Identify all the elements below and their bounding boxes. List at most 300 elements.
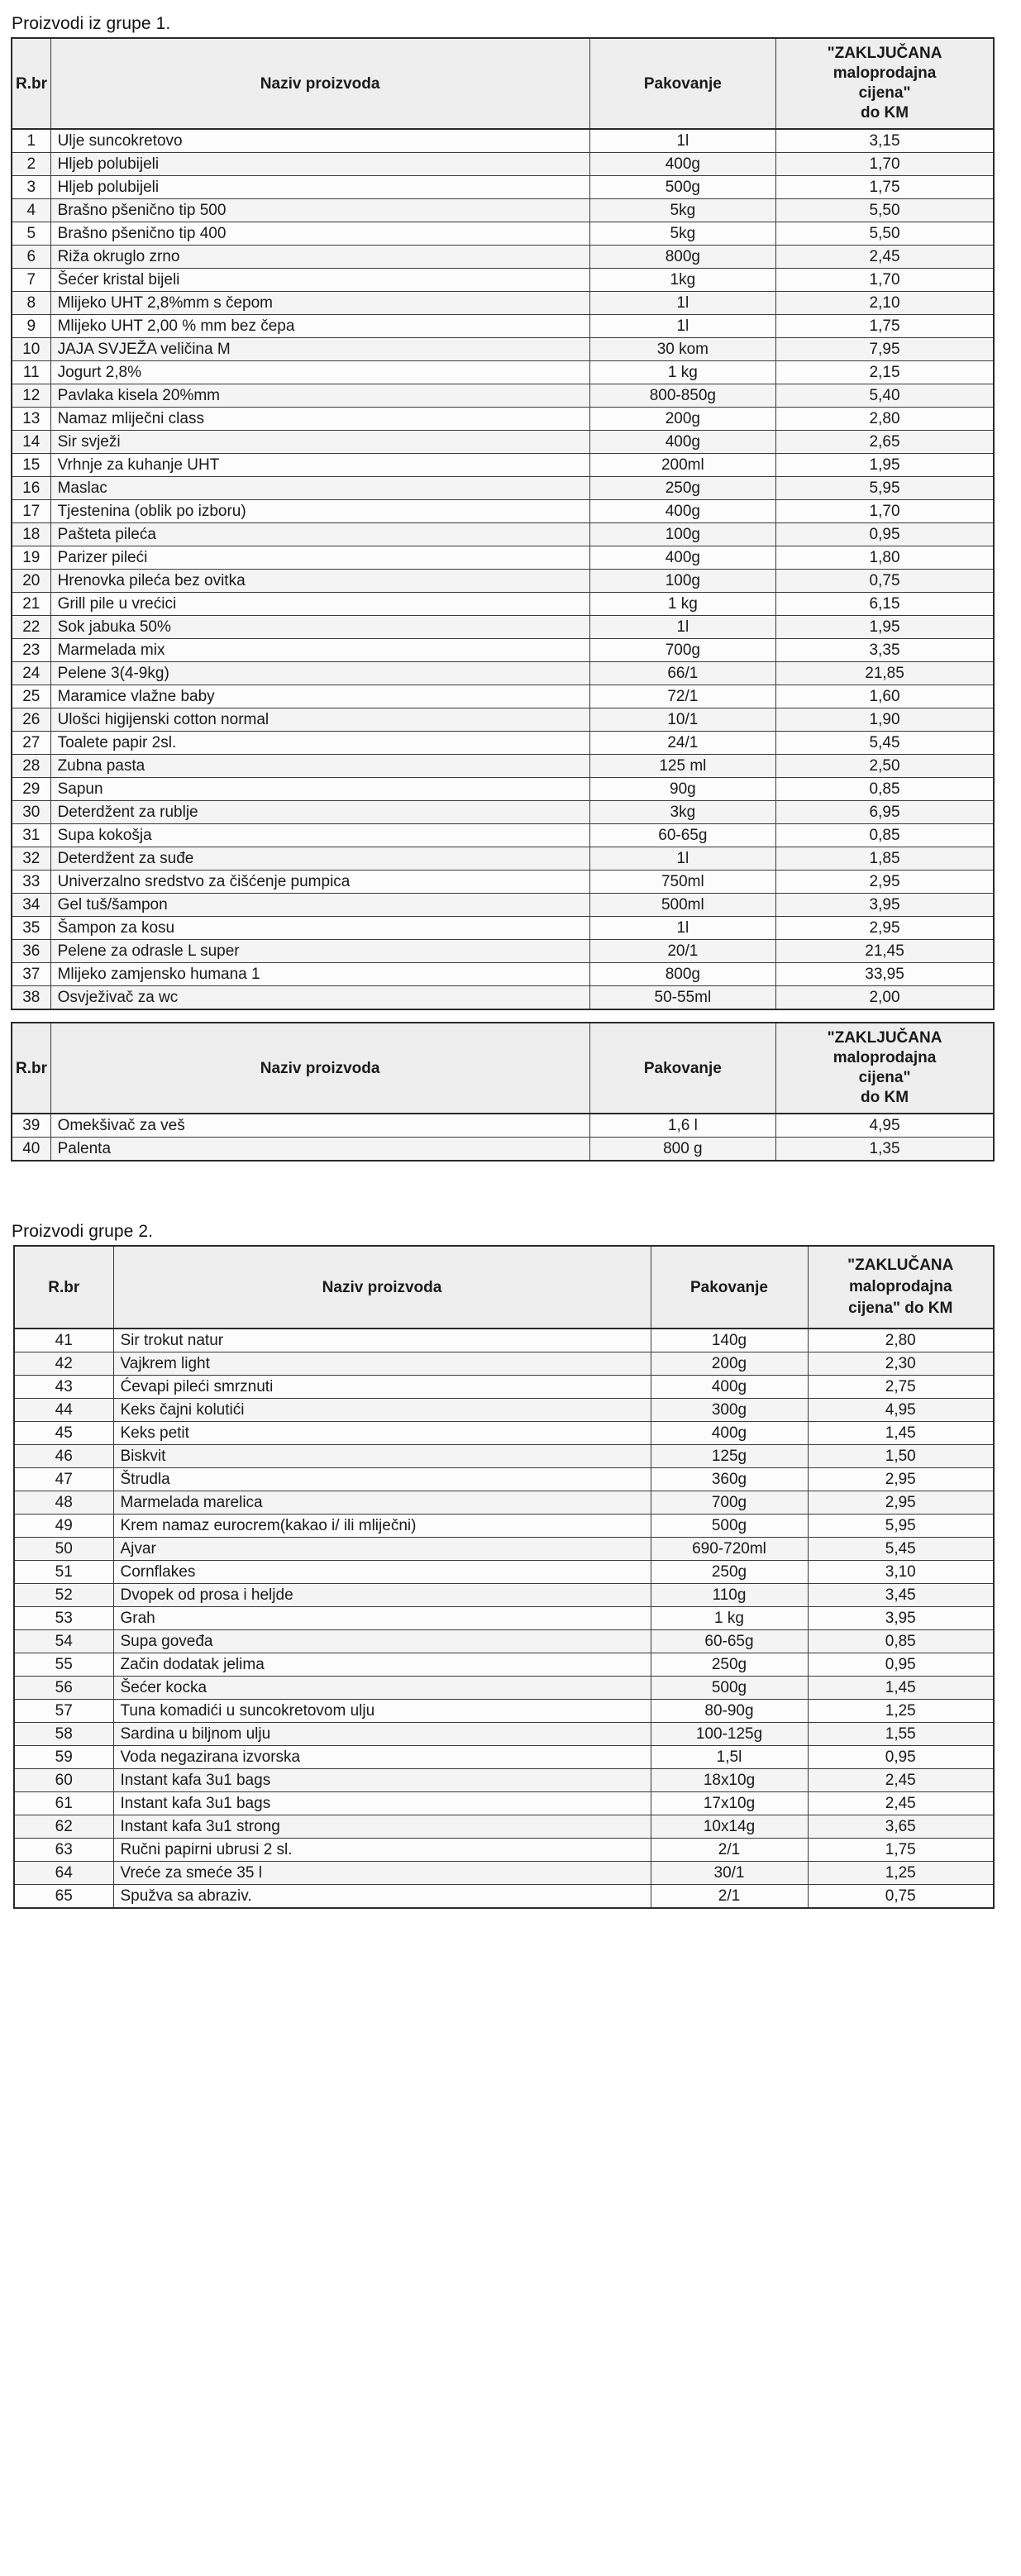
cell-rbr: 1 — [12, 129, 50, 153]
table-row — [14, 1885, 994, 1909]
cell-price: 0,85 — [776, 778, 994, 801]
cell-product-name: Grah — [113, 1607, 651, 1630]
table-row — [12, 570, 994, 593]
header-price-line2: maloprodajna — [833, 64, 937, 82]
cell-price: 1,85 — [776, 847, 994, 871]
cell-product-name: Biskvit — [113, 1445, 651, 1468]
cell-rbr: 37 — [12, 963, 50, 986]
cell-product-name: Jogurt 2,8% — [50, 361, 589, 384]
cell-rbr: 35 — [12, 917, 50, 940]
cell-rbr: 33 — [12, 871, 50, 894]
cell-price: 2,45 — [808, 1769, 994, 1792]
table-row — [14, 1399, 994, 1422]
header-price-line4: do KM — [861, 1089, 909, 1106]
cell-price: 0,95 — [808, 1653, 994, 1677]
cell-rbr: 55 — [14, 1653, 113, 1677]
cell-product-name: Ulje suncokretovo — [50, 129, 589, 153]
header-package: Pakovanje — [589, 1023, 775, 1114]
header-price — [776, 38, 994, 129]
cell-product-name: Sapun — [50, 778, 589, 801]
cell-product-name: Instant kafa 3u1 bags — [113, 1792, 651, 1815]
cell-price: 4,95 — [776, 1114, 994, 1138]
table-row — [14, 1607, 994, 1630]
header-rbr: R.br — [14, 1246, 113, 1329]
cell-rbr: 27 — [12, 732, 50, 755]
cell-product-name: Pavlaka kisela 20%mm — [50, 384, 589, 408]
cell-price: 1,60 — [776, 685, 994, 708]
cell-product-name: Zubna pasta — [50, 755, 589, 778]
cell-rbr: 64 — [14, 1862, 113, 1885]
table-row — [14, 1677, 994, 1700]
cell-price: 1,95 — [776, 454, 994, 477]
cell-product-name: Deterdžent za rublje — [50, 801, 589, 824]
table-row — [12, 500, 994, 523]
price-table-group1 — [11, 37, 995, 1010]
table-row — [14, 1653, 994, 1677]
table-row — [14, 1445, 994, 1468]
cell-product-name: Šećer kristal bijeli — [50, 269, 589, 292]
cell-price: 0,95 — [808, 1746, 994, 1769]
cell-product-name: Marmelada mix — [50, 639, 589, 662]
table-row — [12, 129, 994, 153]
cell-rbr: 3 — [12, 176, 50, 199]
cell-product-name: Sir trokut natur — [113, 1329, 651, 1352]
cell-rbr: 7 — [12, 269, 50, 292]
table-row — [12, 1138, 994, 1162]
cell-rbr: 16 — [12, 477, 50, 500]
cell-price: 2,80 — [776, 408, 994, 431]
cell-price: 1,70 — [776, 153, 994, 176]
cell-product-name: Mlijeko UHT 2,8%mm s čepom — [50, 292, 589, 315]
table-row — [12, 940, 994, 963]
cell-package: 1l — [589, 315, 775, 338]
cell-product-name: Hljeb polubijeli — [50, 153, 589, 176]
header-package: Pakovanje — [589, 38, 775, 129]
header-rbr: R.br — [12, 38, 50, 129]
cell-package: 1l — [589, 616, 775, 639]
cell-rbr: 26 — [12, 708, 50, 732]
cell-product-name: Brašno pšenično tip 500 — [50, 199, 589, 222]
table-row — [12, 546, 994, 570]
cell-package: 400g — [589, 153, 775, 176]
cell-rbr: 52 — [14, 1584, 113, 1607]
cell-product-name: Instant kafa 3u1 strong — [113, 1815, 651, 1839]
table-row — [14, 1839, 994, 1862]
table-row — [12, 755, 994, 778]
table-row — [12, 431, 994, 454]
cell-price: 2,95 — [808, 1491, 994, 1515]
cell-package: 100g — [589, 523, 775, 546]
table-row — [12, 1114, 994, 1138]
table-row — [14, 1491, 994, 1515]
cell-price: 1,80 — [776, 546, 994, 570]
cell-price: 2,65 — [776, 431, 994, 454]
table-body-group1-cont — [12, 1114, 994, 1161]
cell-package: 18x10g — [651, 1769, 808, 1792]
price-table-group1-cont — [11, 1022, 995, 1162]
page-bottom-margin — [0, 1909, 1021, 1942]
cell-product-name: Mlijeko zamjensko humana 1 — [50, 963, 589, 986]
table-row — [12, 292, 994, 315]
cell-package: 690-720ml — [651, 1538, 808, 1561]
cell-package: 1l — [589, 129, 775, 153]
cell-package: 125g — [651, 1445, 808, 1468]
header-row — [14, 1246, 994, 1329]
cell-product-name: Tuna komadići u suncokretovom ulju — [113, 1700, 651, 1723]
cell-rbr: 42 — [14, 1352, 113, 1376]
cell-rbr: 47 — [14, 1468, 113, 1491]
cell-product-name: Začin dodatak jelima — [113, 1653, 651, 1677]
cell-package: 500g — [651, 1677, 808, 1700]
cell-product-name: Mlijeko UHT 2,00 % mm bez čepa — [50, 315, 589, 338]
cell-price: 0,95 — [776, 523, 994, 546]
header-row — [12, 38, 994, 129]
cell-package: 10x14g — [651, 1815, 808, 1839]
cell-package: 110g — [651, 1584, 808, 1607]
table-row — [14, 1630, 994, 1653]
cell-package: 60-65g — [651, 1630, 808, 1653]
cell-price: 5,45 — [776, 732, 994, 755]
cell-price: 5,50 — [776, 222, 994, 246]
cell-rbr: 54 — [14, 1630, 113, 1653]
cell-rbr: 6 — [12, 246, 50, 269]
cell-price: 3,95 — [776, 894, 994, 917]
cell-rbr: 58 — [14, 1723, 113, 1746]
header-price-line2: maloprodajna — [833, 1049, 937, 1066]
cell-price: 5,40 — [776, 384, 994, 408]
header-price — [776, 1023, 994, 1114]
table-row — [12, 454, 994, 477]
table-row — [14, 1584, 994, 1607]
price-table-group2 — [13, 1245, 995, 1909]
cell-rbr: 63 — [14, 1839, 113, 1862]
table-row — [12, 801, 994, 824]
cell-product-name: Univerzalno sredstvo za čišćenje pumpica — [50, 871, 589, 894]
cell-rbr: 2 — [12, 153, 50, 176]
cell-package: 1l — [589, 847, 775, 871]
cell-price: 2,80 — [808, 1329, 994, 1352]
cell-rbr: 32 — [12, 847, 50, 871]
header-price-line1: "ZAKLJUČANA — [827, 1029, 942, 1047]
cell-price: 0,75 — [808, 1885, 994, 1909]
cell-package: 360g — [651, 1468, 808, 1491]
cell-rbr: 10 — [12, 338, 50, 361]
table-row — [12, 824, 994, 847]
cell-package: 1 kg — [651, 1607, 808, 1630]
cell-price: 3,15 — [776, 129, 994, 153]
cell-price: 2,95 — [776, 871, 994, 894]
cell-price: 6,15 — [776, 593, 994, 616]
cell-price: 3,95 — [808, 1607, 994, 1630]
table-row — [12, 477, 994, 500]
cell-package: 250g — [589, 477, 775, 500]
table-row — [14, 1376, 994, 1399]
cell-package: 17x10g — [651, 1792, 808, 1815]
table-row — [12, 338, 994, 361]
cell-product-name: Toalete papir 2sl. — [50, 732, 589, 755]
cell-product-name: Osvježivač za wc — [50, 986, 589, 1010]
cell-product-name: Marmelada marelica — [113, 1491, 651, 1515]
cell-rbr: 49 — [14, 1515, 113, 1538]
cell-price: 2,95 — [808, 1468, 994, 1491]
cell-product-name: Parizer pileći — [50, 546, 589, 570]
cell-product-name: Pašteta pileća — [50, 523, 589, 546]
cell-package: 125 ml — [589, 755, 775, 778]
table-row — [14, 1515, 994, 1538]
cell-package: 800g — [589, 246, 775, 269]
cell-price: 2,10 — [776, 292, 994, 315]
cell-rbr: 53 — [14, 1607, 113, 1630]
cell-package: 66/1 — [589, 662, 775, 685]
header-price-line3: cijena" — [858, 84, 911, 102]
cell-rbr: 56 — [14, 1677, 113, 1700]
table-header-group1 — [12, 38, 994, 129]
cell-package: 500g — [589, 176, 775, 199]
cell-product-name: Maslac — [50, 477, 589, 500]
cell-price: 5,95 — [776, 477, 994, 500]
cell-rbr: 38 — [12, 986, 50, 1010]
table-row — [12, 408, 994, 431]
header-price-line3: cijena" — [858, 1069, 911, 1086]
cell-product-name: Supa kokošja — [50, 824, 589, 847]
cell-package: 2/1 — [651, 1839, 808, 1862]
cell-package: 1 kg — [589, 593, 775, 616]
cell-rbr: 48 — [14, 1491, 113, 1515]
cell-package: 60-65g — [589, 824, 775, 847]
cell-price: 1,70 — [776, 269, 994, 292]
cell-price: 6,95 — [776, 801, 994, 824]
table-row — [14, 1769, 994, 1792]
cell-product-name: Keks petit — [113, 1422, 651, 1445]
cell-package: 1l — [589, 917, 775, 940]
cell-rbr: 34 — [12, 894, 50, 917]
table-header-group2 — [14, 1246, 994, 1329]
cell-product-name: Voda negazirana izvorska — [113, 1746, 651, 1769]
cell-package: 1,5l — [651, 1746, 808, 1769]
cell-package: 30 kom — [589, 338, 775, 361]
cell-package: 1 kg — [589, 361, 775, 384]
cell-rbr: 14 — [12, 431, 50, 454]
cell-product-name: Sardina u biljnom ulju — [113, 1723, 651, 1746]
cell-rbr: 28 — [12, 755, 50, 778]
cell-price: 1,55 — [808, 1723, 994, 1746]
table-row — [12, 708, 994, 732]
cell-price: 5,50 — [776, 199, 994, 222]
cell-rbr: 60 — [14, 1769, 113, 1792]
cell-price: 1,75 — [776, 315, 994, 338]
cell-price: 2,95 — [776, 917, 994, 940]
cell-rbr: 25 — [12, 685, 50, 708]
cell-package: 800g — [589, 963, 775, 986]
cell-rbr: 18 — [12, 523, 50, 546]
table-header-group1-cont — [12, 1023, 994, 1114]
table-row — [12, 315, 994, 338]
cell-price: 1,70 — [776, 500, 994, 523]
table-row — [12, 593, 994, 616]
cell-rbr: 24 — [12, 662, 50, 685]
cell-package: 800 g — [589, 1138, 775, 1162]
table-row — [14, 1700, 994, 1723]
cell-product-name: Dvopek od prosa i heljde — [113, 1584, 651, 1607]
table-row — [12, 847, 994, 871]
cell-rbr: 20 — [12, 570, 50, 593]
cell-rbr: 19 — [12, 546, 50, 570]
cell-product-name: Grill pile u vrećici — [50, 593, 589, 616]
cell-package: 500g — [651, 1515, 808, 1538]
cell-price: 1,45 — [808, 1677, 994, 1700]
cell-rbr: 50 — [14, 1538, 113, 1561]
cell-price: 2,50 — [776, 755, 994, 778]
cell-product-name: Instant kafa 3u1 bags — [113, 1769, 651, 1792]
table-row — [12, 732, 994, 755]
header-name: Naziv proizvoda — [50, 38, 589, 129]
cell-price: 3,65 — [808, 1815, 994, 1839]
cell-price: 1,25 — [808, 1700, 994, 1723]
header-name: Naziv proizvoda — [50, 1023, 589, 1114]
cell-rbr: 36 — [12, 940, 50, 963]
header-price-line1: "ZAKLUČANA — [847, 1257, 954, 1274]
cell-package: 100-125g — [651, 1723, 808, 1746]
table-row — [12, 639, 994, 662]
cell-product-name: Vajkrem light — [113, 1352, 651, 1376]
cell-rbr: 43 — [14, 1376, 113, 1399]
cell-product-name: Brašno pšenično tip 400 — [50, 222, 589, 246]
cell-product-name: Namaz mliječni class — [50, 408, 589, 431]
cell-price: 2,30 — [808, 1352, 994, 1376]
cell-rbr: 11 — [12, 361, 50, 384]
cell-package: 400g — [651, 1376, 808, 1399]
cell-rbr: 39 — [12, 1114, 50, 1138]
header-package: Pakovanje — [651, 1246, 808, 1329]
cell-package: 750ml — [589, 871, 775, 894]
cell-rbr: 57 — [14, 1700, 113, 1723]
cell-price: 21,85 — [776, 662, 994, 685]
cell-product-name: Ćevapi pileći smrznuti — [113, 1376, 651, 1399]
table-row — [12, 871, 994, 894]
cell-package: 400g — [589, 431, 775, 454]
header-rbr: R.br — [12, 1023, 50, 1114]
cell-package: 50-55ml — [589, 986, 775, 1010]
cell-package: 1kg — [589, 269, 775, 292]
group1-caption: Proizvodi iz grupe 1. — [12, 14, 171, 33]
cell-rbr: 46 — [14, 1445, 113, 1468]
cell-price: 1,90 — [776, 708, 994, 732]
table-row — [14, 1538, 994, 1561]
table-row — [12, 269, 994, 292]
cell-product-name: Ajvar — [113, 1538, 651, 1561]
cell-package: 200g — [589, 408, 775, 431]
header-price-line4: do KM — [861, 104, 909, 122]
table-row — [12, 778, 994, 801]
cell-package: 400g — [589, 500, 775, 523]
cell-product-name: Vrhnje za kuhanje UHT — [50, 454, 589, 477]
table-row — [12, 246, 994, 269]
table-body-group2 — [14, 1329, 994, 1908]
cell-price: 33,95 — [776, 963, 994, 986]
header-price-line3: cijena" do KM — [848, 1300, 953, 1317]
cell-price: 2,00 — [776, 986, 994, 1010]
cell-price: 1,95 — [776, 616, 994, 639]
table-row — [12, 662, 994, 685]
cell-product-name: Riža okruglo zrno — [50, 246, 589, 269]
cell-rbr: 62 — [14, 1815, 113, 1839]
cell-product-name: Keks čajni kolutići — [113, 1399, 651, 1422]
table-row — [14, 1468, 994, 1491]
cell-package: 500ml — [589, 894, 775, 917]
table-row — [12, 963, 994, 986]
cell-rbr: 41 — [14, 1329, 113, 1352]
cell-package: 90g — [589, 778, 775, 801]
cell-package: 1,6 l — [589, 1114, 775, 1138]
cell-rbr: 22 — [12, 616, 50, 639]
header-price-line2: maloprodajna — [848, 1278, 952, 1295]
cell-package: 1l — [589, 292, 775, 315]
cell-rbr: 23 — [12, 639, 50, 662]
cell-rbr: 45 — [14, 1422, 113, 1445]
cell-package: 200g — [651, 1352, 808, 1376]
cell-rbr: 65 — [14, 1885, 113, 1909]
cell-price: 2,45 — [776, 246, 994, 269]
cell-price: 0,85 — [808, 1630, 994, 1653]
table-row — [14, 1862, 994, 1885]
table-gap-1 — [0, 1010, 1021, 1022]
cell-package: 80-90g — [651, 1700, 808, 1723]
cell-rbr: 17 — [12, 500, 50, 523]
cell-price: 1,35 — [776, 1138, 994, 1162]
cell-package: 700g — [651, 1491, 808, 1515]
cell-rbr: 59 — [14, 1746, 113, 1769]
cell-product-name: Ručni papirni ubrusi 2 sl. — [113, 1839, 651, 1862]
cell-product-name: Deterdžent za suđe — [50, 847, 589, 871]
cell-package: 250g — [651, 1561, 808, 1584]
table-row — [14, 1723, 994, 1746]
cell-price: 4,95 — [808, 1399, 994, 1422]
cell-package: 200ml — [589, 454, 775, 477]
cell-package: 700g — [589, 639, 775, 662]
table-row — [14, 1815, 994, 1839]
cell-rbr: 40 — [12, 1138, 50, 1162]
cell-product-name: Maramice vlažne baby — [50, 685, 589, 708]
cell-rbr: 51 — [14, 1561, 113, 1584]
cell-price: 3,10 — [808, 1561, 994, 1584]
cell-rbr: 4 — [12, 199, 50, 222]
cell-price: 1,50 — [808, 1445, 994, 1468]
cell-package: 30/1 — [651, 1862, 808, 1885]
table-gap-2 — [0, 1162, 1021, 1196]
cell-price: 2,45 — [808, 1792, 994, 1815]
cell-package: 300g — [651, 1399, 808, 1422]
cell-price: 21,45 — [776, 940, 994, 963]
cell-package: 800-850g — [589, 384, 775, 408]
cell-price: 7,95 — [776, 338, 994, 361]
cell-price: 1,75 — [808, 1839, 994, 1862]
table-row — [12, 986, 994, 1010]
cell-price: 5,95 — [808, 1515, 994, 1538]
cell-package: 20/1 — [589, 940, 775, 963]
cell-price: 1,45 — [808, 1422, 994, 1445]
cell-product-name: Štrudla — [113, 1468, 651, 1491]
header-name: Naziv proizvoda — [113, 1246, 651, 1329]
cell-rbr: 30 — [12, 801, 50, 824]
cell-product-name: Šampon za kosu — [50, 917, 589, 940]
table-row — [12, 917, 994, 940]
cell-package: 100g — [589, 570, 775, 593]
table-row — [12, 222, 994, 246]
cell-package: 10/1 — [589, 708, 775, 732]
table-row — [12, 153, 994, 176]
cell-price: 3,45 — [808, 1584, 994, 1607]
cell-product-name: Gel tuš/šampon — [50, 894, 589, 917]
